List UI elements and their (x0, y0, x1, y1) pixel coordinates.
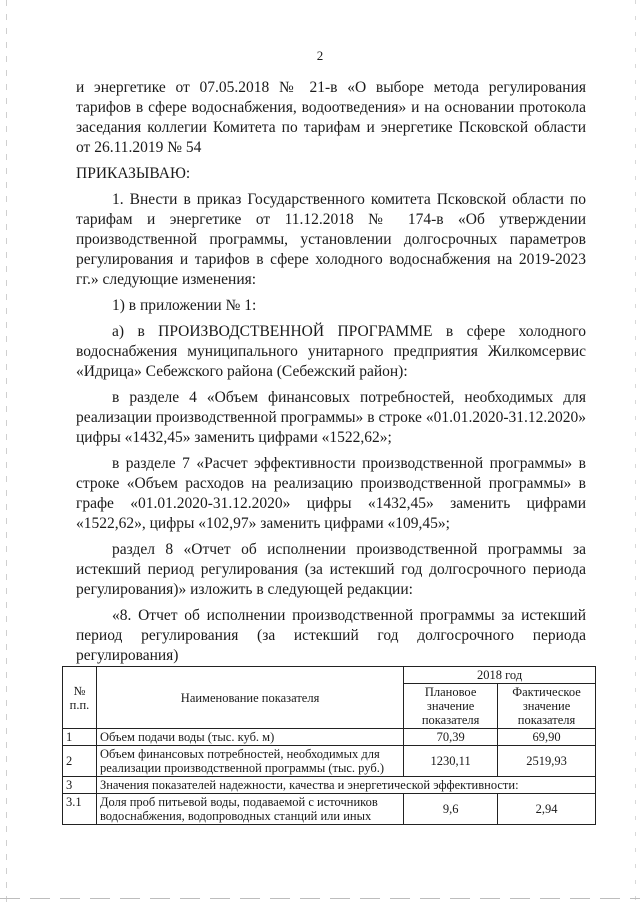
row-num: 1 (63, 729, 97, 746)
table-row (63, 746, 596, 777)
document-body (76, 78, 586, 672)
row-num: 3.1 (63, 794, 97, 825)
page-number: 2 (316, 48, 324, 63)
paragraph-section-8: раздел 8 «Отчет об исполнении производственной программы за истекший период регулирования (за истекший год долгосрочного периода регулирования)» изложить в следующей редакции: (76, 541, 586, 598)
row-name: Доля проб питьевой воды, подаваемой с источников водоснабжения, водопроводных станций или иных (96, 794, 403, 825)
row-plan: 9,6 (404, 794, 498, 825)
row-plan: 1230,11 (404, 746, 498, 777)
row-fact: 2,94 (498, 794, 596, 825)
paragraph-subitem-a: а) в ПРОИЗВОДСТВЕННОЙ ПРОГРАММЕ в сфере холодного водоснабжения муниципального унитарного предприятия Жилкомсервис «Идрица» Себежского района (Себежский район): (76, 323, 586, 380)
table-row (63, 777, 596, 794)
scan-edge-right (635, 0, 636, 905)
scan-bottom-edge (0, 898, 640, 899)
paragraph-item-1: 1. Внести в приказ Государственного комитета Псковской области по тарифам и энергетике от 11.12.2018 № 174-в «Об утверждении производственной программы, установлении долгосрочных параметров регулирования и тарифов в сфере холодного водоснабжения на 2019-2023 гг.» следующие изменения: (76, 191, 586, 288)
paragraph-section-4: в разделе 4 «Объем финансовых потребностей, необходимых для реализации производственной программы» в строке «01.01.2020-31.12.2020» цифры «1432,45» заменить цифрами «1522,62»; (76, 389, 586, 446)
row-fact: 69,90 (498, 729, 596, 746)
paragraph-order: ПРИКАЗЫВАЮ: (76, 165, 191, 182)
report-table (62, 666, 596, 825)
row-fact: 2519,93 (498, 746, 596, 777)
table-row (63, 794, 596, 825)
table-row (63, 729, 596, 746)
paragraph-section-8-title: «8. Отчет об исполнении производственной программы за истекший период регулирования (за истекший год долгосрочного периода регулирования) (76, 607, 586, 664)
header-plan: Плановое значение показателя (404, 684, 498, 729)
table-header-row (63, 667, 596, 684)
paragraph-intro: и энергетике от 07.05.2018 № 21-в «О выборе метода регулирования тарифов в сфере водоснабжения, водоотведения» и на основании протокола заседания коллегии Комитета по тарифам и энергетике Псковской области от 26.11.2019 № 54 (76, 79, 586, 156)
row-plan: 70,39 (404, 729, 498, 746)
header-fact: Фактическое значение показателя (498, 684, 596, 729)
paragraph-section-7: в разделе 7 «Расчет эффективности производственной программы» в строке «Объем расходов на реализацию производственной программы» в графе «01.01.2020-31.12.2020» цифры «1432,45» заменить цифрами «1522,62», цифры «102,97» заменить цифрами «109,45»; (76, 455, 586, 532)
header-num: № п.п. (63, 667, 97, 729)
paragraph-subitem-1: 1) в приложении № 1: (112, 297, 257, 314)
header-year: 2018 год (404, 667, 596, 684)
row-name: Значения показателей надежности, качества и энергетической эффективности: (96, 777, 595, 794)
header-name: Наименование показателя (96, 667, 403, 729)
row-name: Объем финансовых потребностей, необходимых для реализации производственной программы (тыс. руб.) (96, 746, 403, 777)
row-name: Объем подачи воды (тыс. куб. м) (96, 729, 403, 746)
row-num: 3 (63, 777, 97, 794)
row-num: 2 (63, 746, 97, 777)
scan-edge-left (6, 0, 7, 905)
